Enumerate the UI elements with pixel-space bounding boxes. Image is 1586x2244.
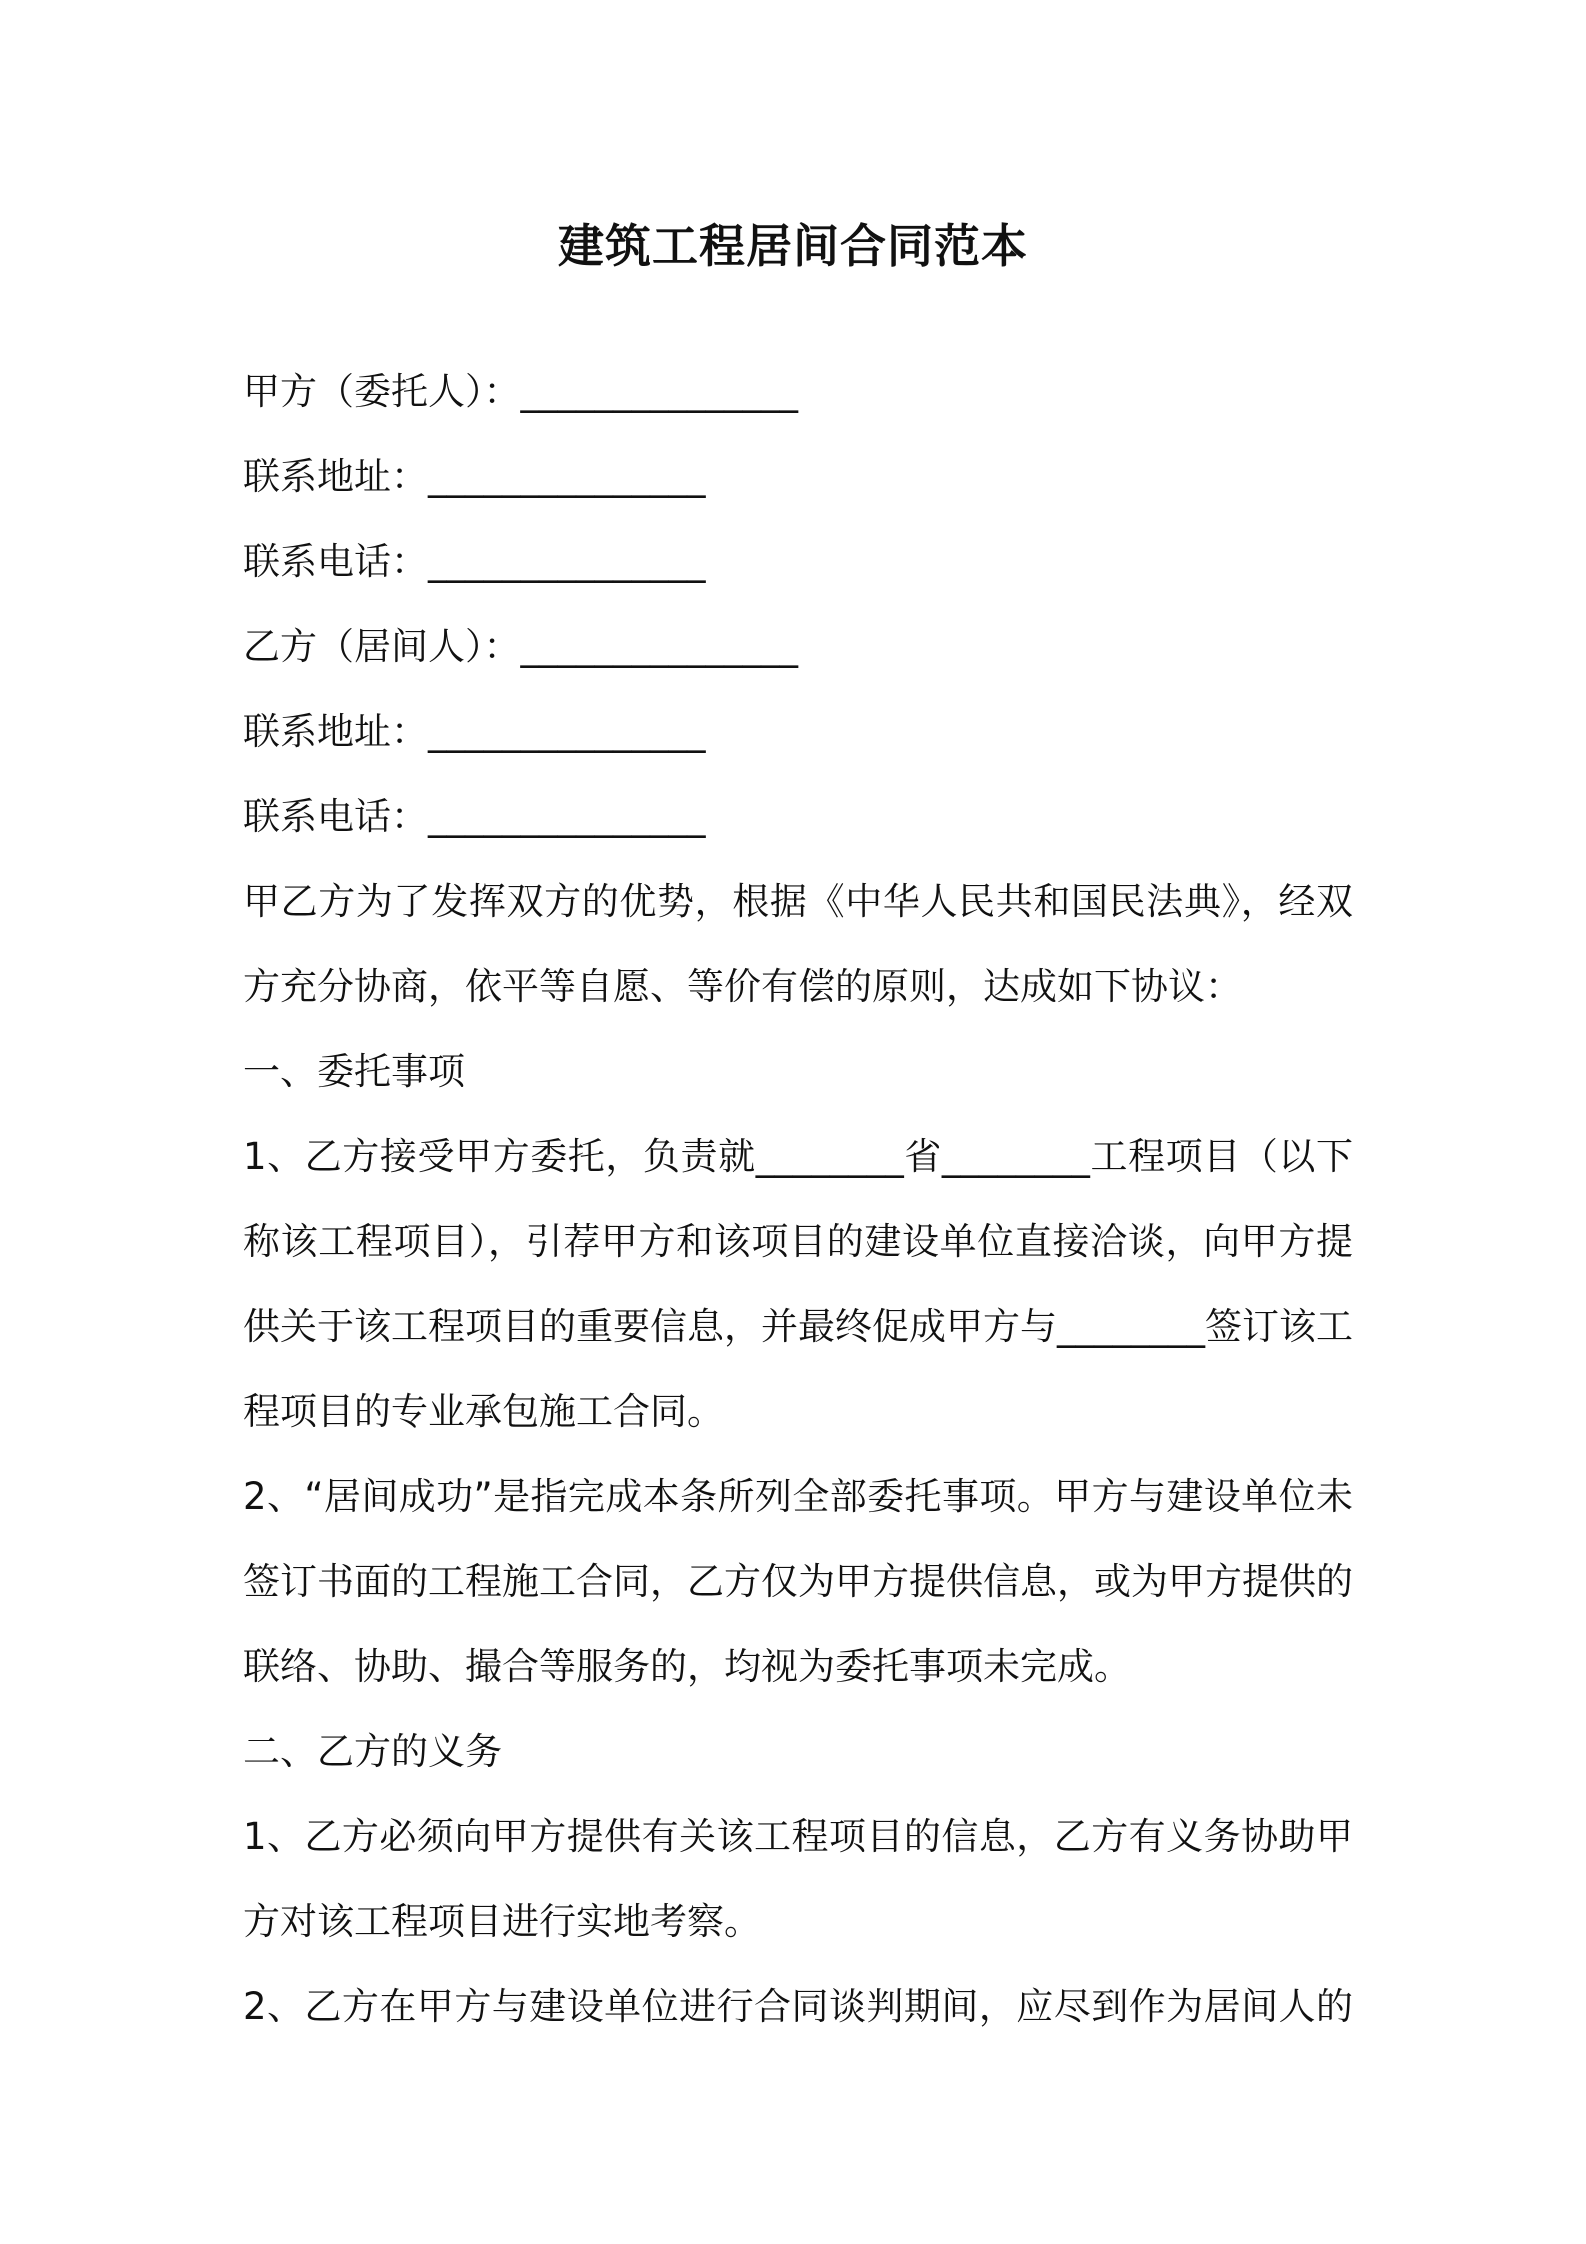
clause-line: 1、乙方接受甲方委托，负责就________省________工程项目（以下 [243, 1135, 1353, 1178]
clause-line: 方对该工程项目进行实地考察。 [243, 1900, 761, 1943]
clause-line: 联络、协助、撮合等服务的，均视为委托事项未完成。 [243, 1645, 1131, 1688]
clause-line: 供关于该工程项目的重要信息，并最终促成甲方与________签订该工 [243, 1305, 1353, 1348]
party-a-phone-line: 联系电话：_______________ [243, 540, 706, 583]
party-a-name-line: 甲方（委托人）：_______________ [243, 370, 798, 413]
party-b-name-line: 乙方（居间人）：_______________ [243, 625, 798, 668]
clause-line: 称该工程项目），引荐甲方和该项目的建设单位直接洽谈，向甲方提 [243, 1220, 1353, 1263]
section-heading-party-b-obligations: 二、乙方的义务 [243, 1730, 502, 1773]
party-b-phone-line: 联系电话：_______________ [243, 795, 706, 838]
document-title: 建筑工程居间合同范本 [558, 219, 1028, 273]
clause-line: 1、乙方必须向甲方提供有关该工程项目的信息，乙方有义务协助甲 [243, 1815, 1353, 1858]
clause-line: 2、乙方在甲方与建设单位进行合同谈判期间，应尽到作为居间人的 [243, 1985, 1353, 2028]
preamble-line: 甲乙方为了发挥双方的优势，根据《中华人民共和国民法典》，经双 [243, 880, 1353, 923]
preamble-line: 方充分协商，依平等自愿、等价有偿的原则，达成如下协议： [243, 965, 1242, 1008]
clause-line: 2、“居间成功”是指完成本条所列全部委托事项。甲方与建设单位未 [243, 1475, 1353, 1518]
clause-line: 签订书面的工程施工合同，乙方仅为甲方提供信息，或为甲方提供的 [243, 1560, 1353, 1603]
party-b-address-line: 联系地址：_______________ [243, 710, 706, 753]
party-a-address-line: 联系地址：_______________ [243, 455, 706, 498]
clause-line: 程项目的专业承包施工合同。 [243, 1390, 724, 1433]
section-heading-entrusted-matters: 一、委托事项 [243, 1050, 465, 1093]
